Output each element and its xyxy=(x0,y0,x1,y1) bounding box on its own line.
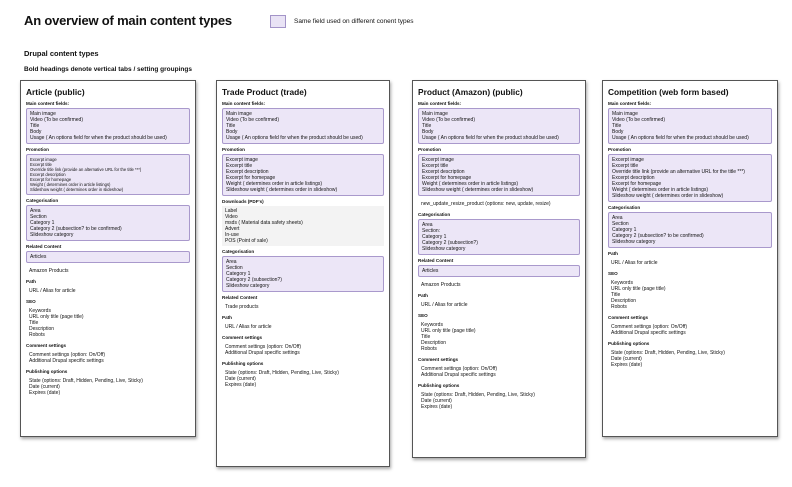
section-heading: Categorisation xyxy=(418,212,451,217)
section-heading: Categorisation xyxy=(222,249,255,254)
column-article xyxy=(20,80,196,437)
section-heading: Comment settings xyxy=(26,343,67,348)
field-item: Area xyxy=(226,259,237,265)
section-heading: Promotion xyxy=(418,147,441,152)
shared-field-group xyxy=(26,251,190,263)
section-heading: Promotion xyxy=(26,147,49,152)
field-item: Category 1 xyxy=(226,271,251,277)
section-heading: Main content fields: xyxy=(222,101,266,106)
field-item: Excerpt title xyxy=(226,163,253,169)
field-item: Usage ( An options field for when the product should be used) xyxy=(226,135,363,141)
section-heading: Comment settings xyxy=(608,315,649,320)
page-title: An overview of main content types xyxy=(24,13,232,28)
section-heading: SEO xyxy=(608,271,618,276)
field-group xyxy=(26,376,190,398)
shared-field-group xyxy=(222,108,384,144)
section-heading: Main content fields: xyxy=(418,101,462,106)
note: Bold headings denote vertical tabs / setting groupings xyxy=(24,66,192,73)
column-trade-product xyxy=(216,80,390,467)
field-item: Keywords xyxy=(421,322,443,328)
field-group xyxy=(418,199,580,209)
field-item: Additional Drupal specific settings xyxy=(225,350,300,356)
field-item: Robots xyxy=(611,304,627,310)
field-group xyxy=(222,322,384,332)
shared-field-group xyxy=(222,256,384,292)
field-item: Video (To be confirmed) xyxy=(226,117,279,123)
legend-swatch xyxy=(270,15,286,28)
field-item: Label xyxy=(225,208,238,214)
field-item: Trade products xyxy=(225,304,259,310)
column-title: Competition (web form based) xyxy=(608,87,729,97)
field-item: Override title link (provide an alternative URL for the title ***) xyxy=(612,169,745,175)
field-item: Robots xyxy=(421,346,437,352)
field-item: Slideshow category xyxy=(422,246,466,252)
field-item: Additional Drupal specific settings xyxy=(29,358,104,364)
field-item: State (options: Draft, Hidden, Pending, Live, Sticky) xyxy=(421,392,535,398)
section-heading: Path xyxy=(418,293,428,298)
field-item: Description xyxy=(611,298,637,304)
field-item: Description xyxy=(29,326,55,332)
shared-field-group xyxy=(608,108,772,144)
field-item: Excerpt title xyxy=(612,163,639,169)
field-item: Date (current) xyxy=(29,384,60,390)
field-item: Weight ( determines order in article listings) xyxy=(30,182,111,187)
field-item: Expires (date) xyxy=(29,390,61,396)
field-item: Amazon Products xyxy=(421,282,461,288)
shared-field-group xyxy=(608,154,772,202)
field-item: Body xyxy=(612,129,624,135)
field-item: Expires (date) xyxy=(421,404,453,410)
field-item: Section: xyxy=(422,228,441,234)
field-item: Override title link (provide an alternative URL for the title ***) xyxy=(30,167,142,172)
legend-text: Same field used on different conent types xyxy=(294,18,414,25)
field-group xyxy=(26,306,190,340)
field-item: Additional Drupal specific settings xyxy=(611,330,686,336)
field-group xyxy=(418,280,580,290)
section-heading: Related Content xyxy=(26,244,62,249)
field-item: Weight ( determines order in article listings) xyxy=(612,187,709,193)
field-group xyxy=(608,348,772,370)
section-heading: Downloads (PDF's) xyxy=(222,199,264,204)
field-item: Title xyxy=(612,123,622,129)
section-heading: Publishing options xyxy=(608,341,650,346)
field-item: Main image xyxy=(422,111,448,117)
field-item: Excerpt for homepage xyxy=(422,175,472,181)
section-heading: Path xyxy=(222,315,232,320)
field-item: Area xyxy=(422,222,433,228)
field-item: Area xyxy=(30,208,41,214)
field-item: Usage ( An options field for when the product should be used) xyxy=(30,135,167,141)
field-item: Main image xyxy=(30,111,56,117)
field-item: URL / Alias for article xyxy=(225,324,272,330)
field-item: Keywords xyxy=(29,308,51,314)
field-group xyxy=(222,368,384,390)
section-heading: Publishing options xyxy=(418,383,460,388)
field-item: State (options: Draft, Hidden, Pending, Live, Sticky) xyxy=(29,378,143,384)
field-item: Video (To be confirmed) xyxy=(30,117,83,123)
field-item: Video xyxy=(225,214,238,220)
section-heading: Related Content xyxy=(418,258,454,263)
field-item: Category 1 xyxy=(422,234,447,240)
section-heading: Promotion xyxy=(608,147,631,152)
section-heading: Categorisation xyxy=(608,205,641,210)
field-item: Comment settings (option: On/Off) xyxy=(225,344,302,350)
field-item: Expires (date) xyxy=(611,362,643,368)
field-item: Main image xyxy=(612,111,638,117)
field-item: Slideshow weight ( determines order in slideshow) xyxy=(612,193,724,199)
column-title: Trade Product (trade) xyxy=(222,87,307,97)
field-item: Slideshow weight ( determines order in slideshow) xyxy=(422,187,534,193)
field-item: Date (current) xyxy=(421,398,452,404)
field-item: Robots xyxy=(29,332,45,338)
field-item: Section xyxy=(30,214,47,220)
field-item: Expires (date) xyxy=(225,382,257,388)
shared-field-group xyxy=(418,108,580,144)
field-item: Comment settings (option: On/Off) xyxy=(421,366,498,372)
field-item: Keywords xyxy=(611,280,633,286)
field-group xyxy=(26,286,190,296)
field-item: Title xyxy=(421,334,431,340)
field-item: Additional Drupal specific settings xyxy=(421,372,496,378)
field-item: State (options: Draft, Hidden, Pending, Live, Sticky) xyxy=(611,350,725,356)
column-title: Product (Amazon) (public) xyxy=(418,87,523,97)
section-heading: Publishing options xyxy=(222,361,264,366)
field-item: Category 2 (subsection? to be confirmed) xyxy=(612,233,704,239)
field-item: Body xyxy=(30,129,42,135)
field-item: Category 2 (subsection?) xyxy=(422,240,478,246)
field-item: Comment settings (option: On/Off) xyxy=(611,324,688,330)
field-group xyxy=(418,390,580,412)
field-item: POS (Point of sale) xyxy=(225,238,268,244)
section-heading: Categorisation xyxy=(26,198,59,203)
field-item: URL / Alias for article xyxy=(421,302,468,308)
section-heading: Promotion xyxy=(222,147,245,152)
field-item: Title xyxy=(226,123,236,129)
field-group xyxy=(418,364,580,380)
field-item: Section xyxy=(226,265,243,271)
field-item: Date (current) xyxy=(225,376,256,382)
section-heading: Comment settings xyxy=(222,335,263,340)
section-heading: Publishing options xyxy=(26,369,68,374)
field-item: Title xyxy=(422,123,432,129)
field-item: Category 1 xyxy=(612,227,637,233)
field-group xyxy=(222,206,384,246)
field-item: Excerpt title xyxy=(30,162,52,167)
field-item: Excerpt for homepage xyxy=(30,177,72,182)
field-item: Body xyxy=(226,129,238,135)
field-item: Excerpt description xyxy=(612,175,655,181)
field-group xyxy=(418,300,580,310)
section-heading: Path xyxy=(26,279,36,284)
field-item: Slideshow category xyxy=(30,232,74,238)
field-group xyxy=(222,302,384,312)
field-item: In-use xyxy=(225,232,239,238)
field-item: Articles xyxy=(422,268,439,274)
field-group xyxy=(26,266,190,276)
shared-field-group xyxy=(418,154,580,196)
shared-field-group xyxy=(418,219,580,255)
field-item: Usage ( An options field for when the product should be used) xyxy=(612,135,749,141)
field-item: Slideshow weight ( determines order in slideshow) xyxy=(30,187,124,192)
field-group xyxy=(26,350,190,366)
field-item: Slideshow weight ( determines order in slideshow) xyxy=(226,187,338,193)
field-item: URL only title (page title) xyxy=(421,328,476,334)
field-item: Excerpt image xyxy=(422,157,454,163)
field-item: Weight ( determines order in article listings) xyxy=(422,181,519,187)
field-item: Category 2 (subsection? to be confirmed) xyxy=(30,226,122,232)
field-item: Video (To be confirmed) xyxy=(422,117,475,123)
field-item: Excerpt description xyxy=(30,172,66,177)
section-heading: Comment settings xyxy=(418,357,459,362)
field-item: Excerpt for homepage xyxy=(612,181,662,187)
field-item: Title xyxy=(30,123,40,129)
section-heading: Main content fields: xyxy=(608,101,652,106)
field-item: Title xyxy=(611,292,621,298)
field-item: Usage ( An options field for when the product should be used) xyxy=(422,135,559,141)
field-group xyxy=(222,342,384,358)
field-item: msds ( Material data safety sheets) xyxy=(225,220,303,226)
field-item: Slideshow category xyxy=(612,239,656,245)
field-item: URL / Alias for article xyxy=(611,260,658,266)
field-item: Title xyxy=(29,320,39,326)
field-item: Articles xyxy=(30,254,47,260)
field-item: Excerpt image xyxy=(30,157,57,162)
field-item: Body xyxy=(422,129,434,135)
field-item: Excerpt description xyxy=(422,169,465,175)
field-item: Slideshow category xyxy=(226,283,270,289)
field-item: URL only title (page title) xyxy=(29,314,84,320)
field-item: Main image xyxy=(226,111,252,117)
section-heading: Main content fields: xyxy=(26,101,70,106)
shared-field-group xyxy=(418,265,580,277)
field-item: State (options: Draft, Hidden, Pending, Live, Sticky) xyxy=(225,370,339,376)
legend xyxy=(270,15,414,28)
column-competition xyxy=(602,80,778,437)
field-item: URL / Alias for article xyxy=(29,288,76,294)
section-heading: SEO xyxy=(26,299,36,304)
section-heading: SEO xyxy=(418,313,428,318)
field-item: Area xyxy=(612,215,623,221)
field-item: Amazon Products xyxy=(29,268,69,274)
field-item: Description xyxy=(421,340,447,346)
field-group xyxy=(608,278,772,312)
field-item: Comment settings (option: On/Off) xyxy=(29,352,106,358)
field-item: Weight ( determines order in article listings) xyxy=(226,181,323,187)
field-item: Excerpt image xyxy=(612,157,644,163)
shared-field-group xyxy=(26,154,190,195)
field-item: Category 1 xyxy=(30,220,55,226)
field-item: Category 2 (subsection?) xyxy=(226,277,282,283)
subtitle: Drupal content types xyxy=(24,49,99,58)
column-title: Article (public) xyxy=(26,87,85,97)
field-item: Excerpt for homepage xyxy=(226,175,276,181)
field-item: Section xyxy=(612,221,629,227)
column-product-amazon xyxy=(412,80,586,458)
field-item: new_update_resize_product (options: new, update, resize) xyxy=(421,201,551,207)
field-group xyxy=(608,322,772,338)
field-item: Excerpt title xyxy=(422,163,449,169)
field-group xyxy=(608,258,772,268)
shared-field-group xyxy=(26,205,190,241)
shared-field-group xyxy=(26,108,190,144)
shared-field-group xyxy=(608,212,772,248)
field-item: Excerpt description xyxy=(226,169,269,175)
field-item: URL only title (page title) xyxy=(611,286,666,292)
field-item: Date (current) xyxy=(611,356,642,362)
section-heading: Path xyxy=(608,251,618,256)
field-item: Excerpt image xyxy=(226,157,258,163)
section-heading: Related Content xyxy=(222,295,258,300)
field-group xyxy=(418,320,580,354)
field-item: Video (To be confirmed) xyxy=(612,117,665,123)
field-item: Advert xyxy=(225,226,240,232)
shared-field-group xyxy=(222,154,384,196)
